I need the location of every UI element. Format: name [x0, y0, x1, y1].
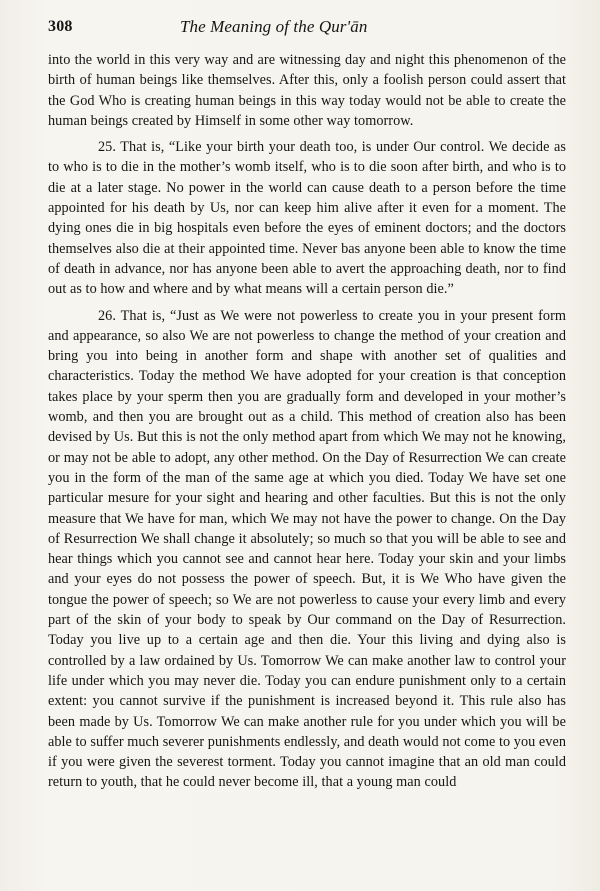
note-25-paragraph: 25. That is, “Like your birth your death too, is under Our control. We decide as to who is to die in the mother’s womb itself, who is to die soon after birth, and who is to die at a later stage. No power in the world can cause death to a person before the time appointed for his death by Us, nor can keep him alive after it even for a moment. The dying ones die in big hospitals even before the eyes of eminent doctors; and the doctors themselves also die at their appointed time. Never bas anyone been able to know the time of death in advance, nor has anyone been able to avert the approaching death, nor to find out as to how and where and by what means will a certain person die.” — [48, 139, 566, 298]
page-header — [48, 18, 568, 42]
page-number: 308 — [48, 18, 73, 35]
paragraph-continued: into the world in this very way and are witnessing day and night this phenomenon of the birth of human beings like themselves. After this, only a foolish person could assert that the God Who is creating human beings in this way today would not be able to create the human beings created by Himself in some other way tomorrow. — [48, 52, 566, 129]
note-26-paragraph: 26. That is, “Just as We were not powerless to create you in your present form and appearance, so also We are not powerless to change the method of your creation and bring you into being in another form and shape with another set of qualities and characteristics. Today the method We have adopted for your creation is that conception takes place by your sperm then you are gradually form and developed in your mother’s womb, and then you are brought out as a child. This method of creation also has been devised by Us. But this is not the only method apart from which We may not he knowing, or may not be able to adopt, any other method. On the Day of Resurrection We can create you in the form of the man of the same age at which you died. Today We have set one particular mesure for your sight and hearing and other faculties. But this is not the only measure that We have for man, which We may not have the power to change. On the Day of Resurrection We shall change it absolutely; so much so that you will be able to see and hear things which you cannot see and cannot hear here. Today your skin and your limbs and your eyes do not possess the power of speech. But, it is We Who have given the tongue the power of speech; so We are not powerless to cause your every limb and every part of the skin of your body to speak by Our command on the Day of Resurrection. Today you live up to a certain age and then die. Your this living and dying also is controlled by a law ordained by Us. Tomorrow We can make another law to control your life under which you may never die. Today you can endure punishment only to a certain extent: you cannot survive if the punishment is increased beyond it. This rule also has been made by Us. Tomorrow We can make another rule for you under which you will be able to suffer much severer punishments endlessly, and death would not come to you even if you were given the severest torment. Today you cannot imagine that an old man could return to youth, that he could never become ill, that a young man could — [48, 307, 567, 791]
running-title: The Meaning of the Qur'ān — [180, 17, 368, 36]
body-text — [48, 50, 566, 793]
